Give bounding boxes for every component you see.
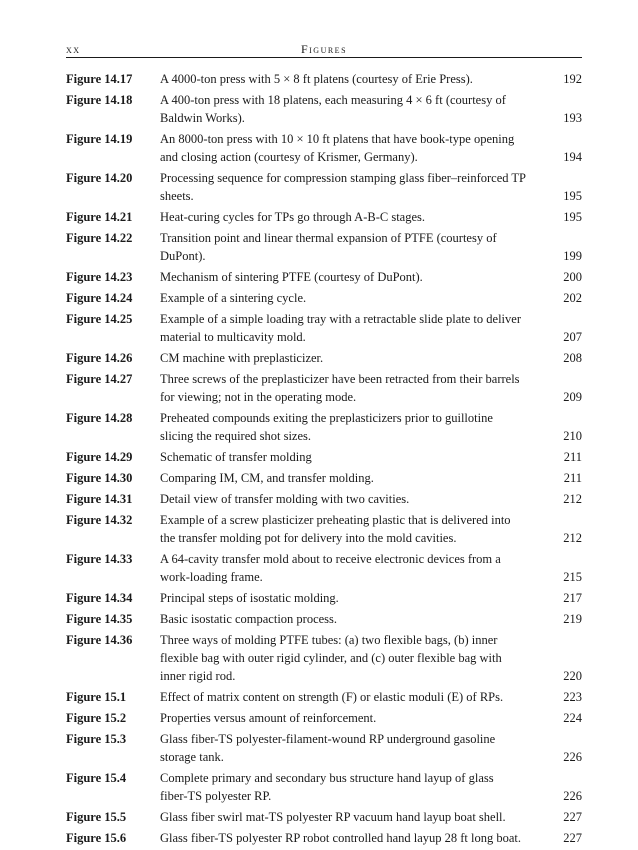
list-item (66, 589, 582, 607)
figure-caption (160, 808, 582, 826)
figure-caption (160, 130, 582, 166)
figure-label: Figure 14.21 (66, 210, 133, 224)
list-item (66, 229, 582, 265)
caption-line: Mechanism of sintering PTFE (courtesy of DuPont). (160, 270, 423, 284)
page-reference: 226 (563, 789, 582, 803)
list-item (66, 310, 582, 346)
caption-line: and closing action (courtesy of Krismer, Germany). (160, 150, 418, 164)
figure-caption (160, 709, 582, 727)
page-reference: 199 (563, 249, 582, 263)
caption-line: for viewing; not in the operating mode. (160, 390, 357, 404)
page-reference: 192 (563, 72, 582, 86)
figure-caption (160, 70, 582, 88)
figure-label: Figure 14.24 (66, 291, 133, 305)
caption-line: Basic isostatic compaction process. (160, 612, 338, 626)
page-reference: 227 (563, 810, 582, 824)
figure-label: Figure 14.29 (66, 450, 133, 464)
figure-label: Figure 14.35 (66, 612, 133, 626)
caption-line: storage tank. (160, 750, 224, 764)
figure-label: Figure 14.20 (66, 171, 133, 185)
list-item (66, 169, 582, 205)
list-item (66, 610, 582, 628)
page-reference: 193 (563, 111, 582, 125)
list-item (66, 70, 582, 88)
page-reference: 209 (563, 390, 582, 404)
list-item (66, 448, 582, 466)
list-item (66, 208, 582, 226)
figure-label: Figure 14.33 (66, 552, 133, 566)
page-reference: 224 (563, 711, 582, 725)
page-reference: 202 (563, 291, 582, 305)
page-reference: 194 (563, 150, 582, 164)
figure-label: Figure 14.28 (66, 411, 133, 425)
figure-label: Figure 15.6 (66, 831, 127, 845)
figure-label: Figure 14.31 (66, 492, 133, 506)
page-reference: 212 (563, 492, 582, 506)
figure-caption (160, 688, 582, 706)
list-item (66, 631, 582, 685)
figure-label: Figure 14.22 (66, 231, 133, 245)
page-reference: 210 (563, 429, 582, 443)
figure-label: Figure 14.36 (66, 633, 133, 647)
caption-line: inner rigid rod. (160, 669, 236, 683)
caption-line: Processing sequence for compression stamping glass fiber–reinforced TP (160, 171, 526, 185)
figure-list (66, 70, 582, 850)
page-reference: 212 (563, 531, 582, 545)
page-reference: 211 (563, 450, 582, 464)
figure-caption (160, 169, 582, 205)
list-item (66, 409, 582, 445)
page-reference: 217 (563, 591, 582, 605)
list-item (66, 91, 582, 127)
caption-line: Example of a sintering cycle. (160, 291, 307, 305)
figure-caption (160, 208, 582, 226)
page-reference: 208 (563, 351, 582, 365)
figure-label: Figure 14.30 (66, 471, 133, 485)
list-item (66, 511, 582, 547)
figure-caption (160, 550, 582, 586)
list-item (66, 349, 582, 367)
page-reference: 207 (563, 330, 582, 344)
list-item (66, 289, 582, 307)
figure-label: Figure 14.34 (66, 591, 133, 605)
list-item (66, 490, 582, 508)
caption-line: Heat-curing cycles for TPs go through A-B-C stages. (160, 210, 425, 224)
page-reference: 227 (563, 831, 582, 845)
caption-line: Complete primary and secondary bus structure hand layup of glass (160, 771, 494, 785)
caption-line: A 400-ton press with 18 platens, each measuring 4 × 6 ft (courtesy of (160, 93, 506, 107)
list-item (66, 730, 582, 766)
list-item (66, 808, 582, 826)
caption-line: DuPont). (160, 249, 206, 263)
figure-caption (160, 268, 582, 286)
page-reference: 226 (563, 750, 582, 764)
figure-caption (160, 730, 582, 766)
caption-line: Glass fiber-TS polyester-filament-wound RP underground gasoline (160, 732, 496, 746)
figure-caption (160, 511, 582, 547)
caption-line: Example of a simple loading tray with a retractable slide plate to deliver (160, 312, 521, 326)
caption-line: flexible bag with outer rigid cylinder, and (c) outer flexible bag with (160, 651, 502, 665)
caption-line: Three ways of molding PTFE tubes: (a) two flexible bags, (b) inner (160, 633, 498, 647)
page-reference: 195 (563, 210, 582, 224)
figure-label: Figure 14.32 (66, 513, 133, 527)
figure-label: Figure 15.5 (66, 810, 127, 824)
caption-line: Glass fiber swirl mat-TS polyester RP vacuum hand layup boat shell. (160, 810, 506, 824)
figure-caption (160, 490, 582, 508)
figure-label: Figure 14.27 (66, 372, 133, 386)
figure-caption (160, 829, 582, 847)
list-item (66, 709, 582, 727)
figure-caption (160, 91, 582, 127)
figure-label: Figure 14.19 (66, 132, 133, 146)
caption-line: the transfer molding pot for delivery into the mold cavities. (160, 531, 457, 545)
page-reference: 195 (563, 189, 582, 203)
figure-caption (160, 769, 582, 805)
figure-caption (160, 229, 582, 265)
figure-caption (160, 631, 582, 685)
caption-line: Detail view of transfer molding with two cavities. (160, 492, 410, 506)
page-reference: 200 (563, 270, 582, 284)
figure-caption (160, 289, 582, 307)
caption-line: slicing the required shot sizes. (160, 429, 312, 443)
figure-caption (160, 310, 582, 346)
caption-line: A 64-cavity transfer mold about to receive electronic devices from a (160, 552, 501, 566)
figure-label: Figure 14.26 (66, 351, 133, 365)
figure-label: Figure 15.3 (66, 732, 127, 746)
caption-line: CM machine with preplasticizer. (160, 351, 324, 365)
figure-caption (160, 409, 582, 445)
caption-line: Glass fiber-TS polyester RP robot controlled hand layup 28 ft long boat. (160, 831, 522, 845)
figure-caption (160, 349, 582, 367)
list-item (66, 688, 582, 706)
page-reference: 223 (563, 690, 582, 704)
figure-label: Figure 14.17 (66, 72, 133, 86)
caption-line: Transition point and linear thermal expansion of PTFE (courtesy of (160, 231, 497, 245)
list-item (66, 268, 582, 286)
figure-caption (160, 448, 582, 466)
figure-caption (160, 469, 582, 487)
list-item (66, 130, 582, 166)
page-reference: 219 (563, 612, 582, 626)
list-item (66, 550, 582, 586)
figure-label: Figure 15.4 (66, 771, 127, 785)
caption-line: work-loading frame. (160, 570, 263, 584)
figure-caption (160, 610, 582, 628)
list-item (66, 769, 582, 805)
caption-line: Effect of matrix content on strength (F) or elastic moduli (E) of RPs. (160, 690, 504, 704)
page-reference: 220 (563, 669, 582, 683)
caption-line: Schematic of transfer molding (160, 450, 312, 464)
figure-caption (160, 589, 582, 607)
figure-caption (160, 370, 582, 406)
running-title: Figures (300, 42, 348, 56)
caption-line: A 4000-ton press with 5 × 8 ft platens (courtesy of Erie Press). (160, 72, 473, 86)
page-reference: 215 (563, 570, 582, 584)
figure-label: Figure 14.18 (66, 93, 133, 107)
page-number: xx (66, 42, 81, 56)
caption-line: sheets. (160, 189, 194, 203)
figure-label: Figure 14.25 (66, 312, 133, 326)
list-item (66, 829, 582, 847)
caption-line: Comparing IM, CM, and transfer molding. (160, 471, 374, 485)
caption-line: fiber-TS polyester RP. (160, 789, 272, 803)
caption-line: Preheated compounds exiting the preplasticizers prior to guillotine (160, 411, 493, 425)
caption-line: Three screws of the preplasticizer have been retracted from their barrels (160, 372, 520, 386)
caption-line: Example of a screw plasticizer preheating plastic that is delivered into (160, 513, 511, 527)
figure-label: Figure 14.23 (66, 270, 133, 284)
caption-line: Baldwin Works). (160, 111, 245, 125)
figure-label: Figure 15.2 (66, 711, 127, 725)
caption-line: Properties versus amount of reinforcement. (160, 711, 377, 725)
caption-line: material to multicavity mold. (160, 330, 306, 344)
page-header (66, 41, 582, 58)
page-reference: 211 (563, 471, 582, 485)
caption-line: An 8000-ton press with 10 × 10 ft platens that have book-type opening (160, 132, 515, 146)
figure-label: Figure 15.1 (66, 690, 127, 704)
list-item (66, 370, 582, 406)
list-item (66, 469, 582, 487)
caption-line: Principal steps of isostatic molding. (160, 591, 339, 605)
